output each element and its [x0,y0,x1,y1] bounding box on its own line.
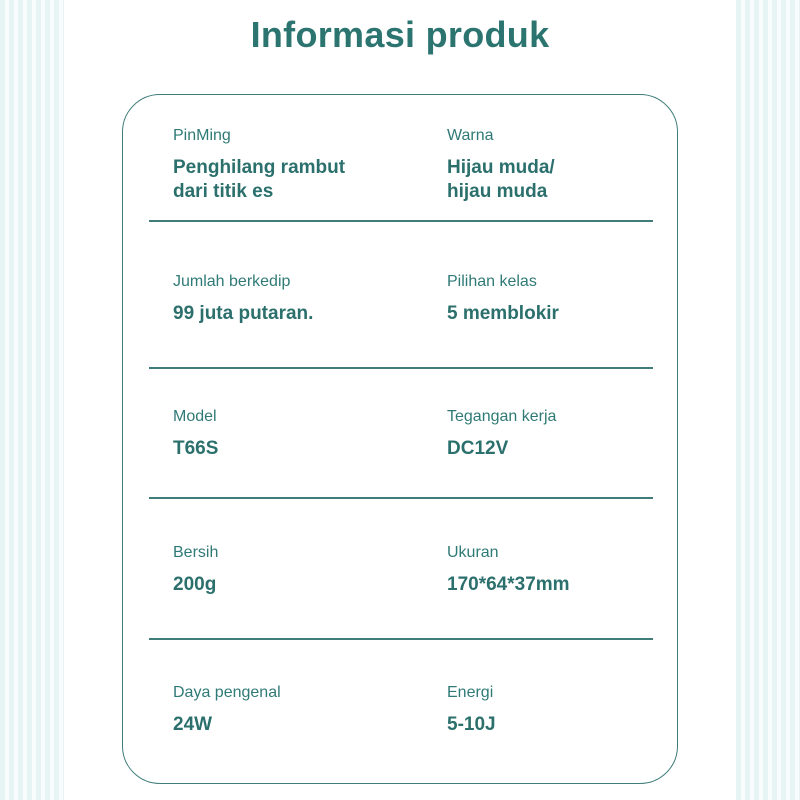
spec-label: Bersih [173,544,219,561]
spec-value: 99 juta putaran. [173,303,314,324]
spec-cell-size [447,543,667,597]
spec-label: Warna [447,127,494,144]
spec-cell-model [173,407,413,461]
spec-value: 5 memblokir [447,303,559,324]
product-info-card [122,94,678,784]
spec-value: 5-10J [447,714,496,735]
spec-value: T66S [173,438,219,459]
spec-value: 24W [173,714,213,735]
spec-cell-voltage [447,407,667,461]
spec-label: PinMing [173,127,231,144]
spec-cell-flash-count [173,272,413,326]
left-stripe-decoration [0,0,64,800]
row-divider [149,497,653,499]
spec-value: 170*64*37mm [447,574,570,595]
spec-label: Tegangan kerja [447,408,557,425]
page-title: Informasi produk [250,14,550,55]
spec-cell-weight [173,543,413,597]
spec-label: Pilihan kelas [447,273,537,290]
spec-label: Model [173,408,217,425]
row-divider [149,638,653,640]
spec-cell-rated-power [173,683,413,737]
spec-label: Jumlah berkedip [173,273,291,290]
row-divider [149,367,653,369]
row-divider [149,220,653,222]
spec-cell-brand [173,126,413,204]
right-stripe-decoration [736,0,800,800]
spec-cell-color [447,126,667,204]
spec-value: DC12V [447,438,509,459]
spec-label: Energi [447,684,494,701]
spec-value: Penghilang rambut dari titik es [173,157,346,202]
spec-label: Daya pengenal [173,684,281,701]
spec-cell-levels [447,272,667,326]
spec-value: 200g [173,574,217,595]
spec-cell-energy [447,683,667,737]
spec-value: Hijau muda/ hijau muda [447,157,555,202]
spec-label: Ukuran [447,544,499,561]
